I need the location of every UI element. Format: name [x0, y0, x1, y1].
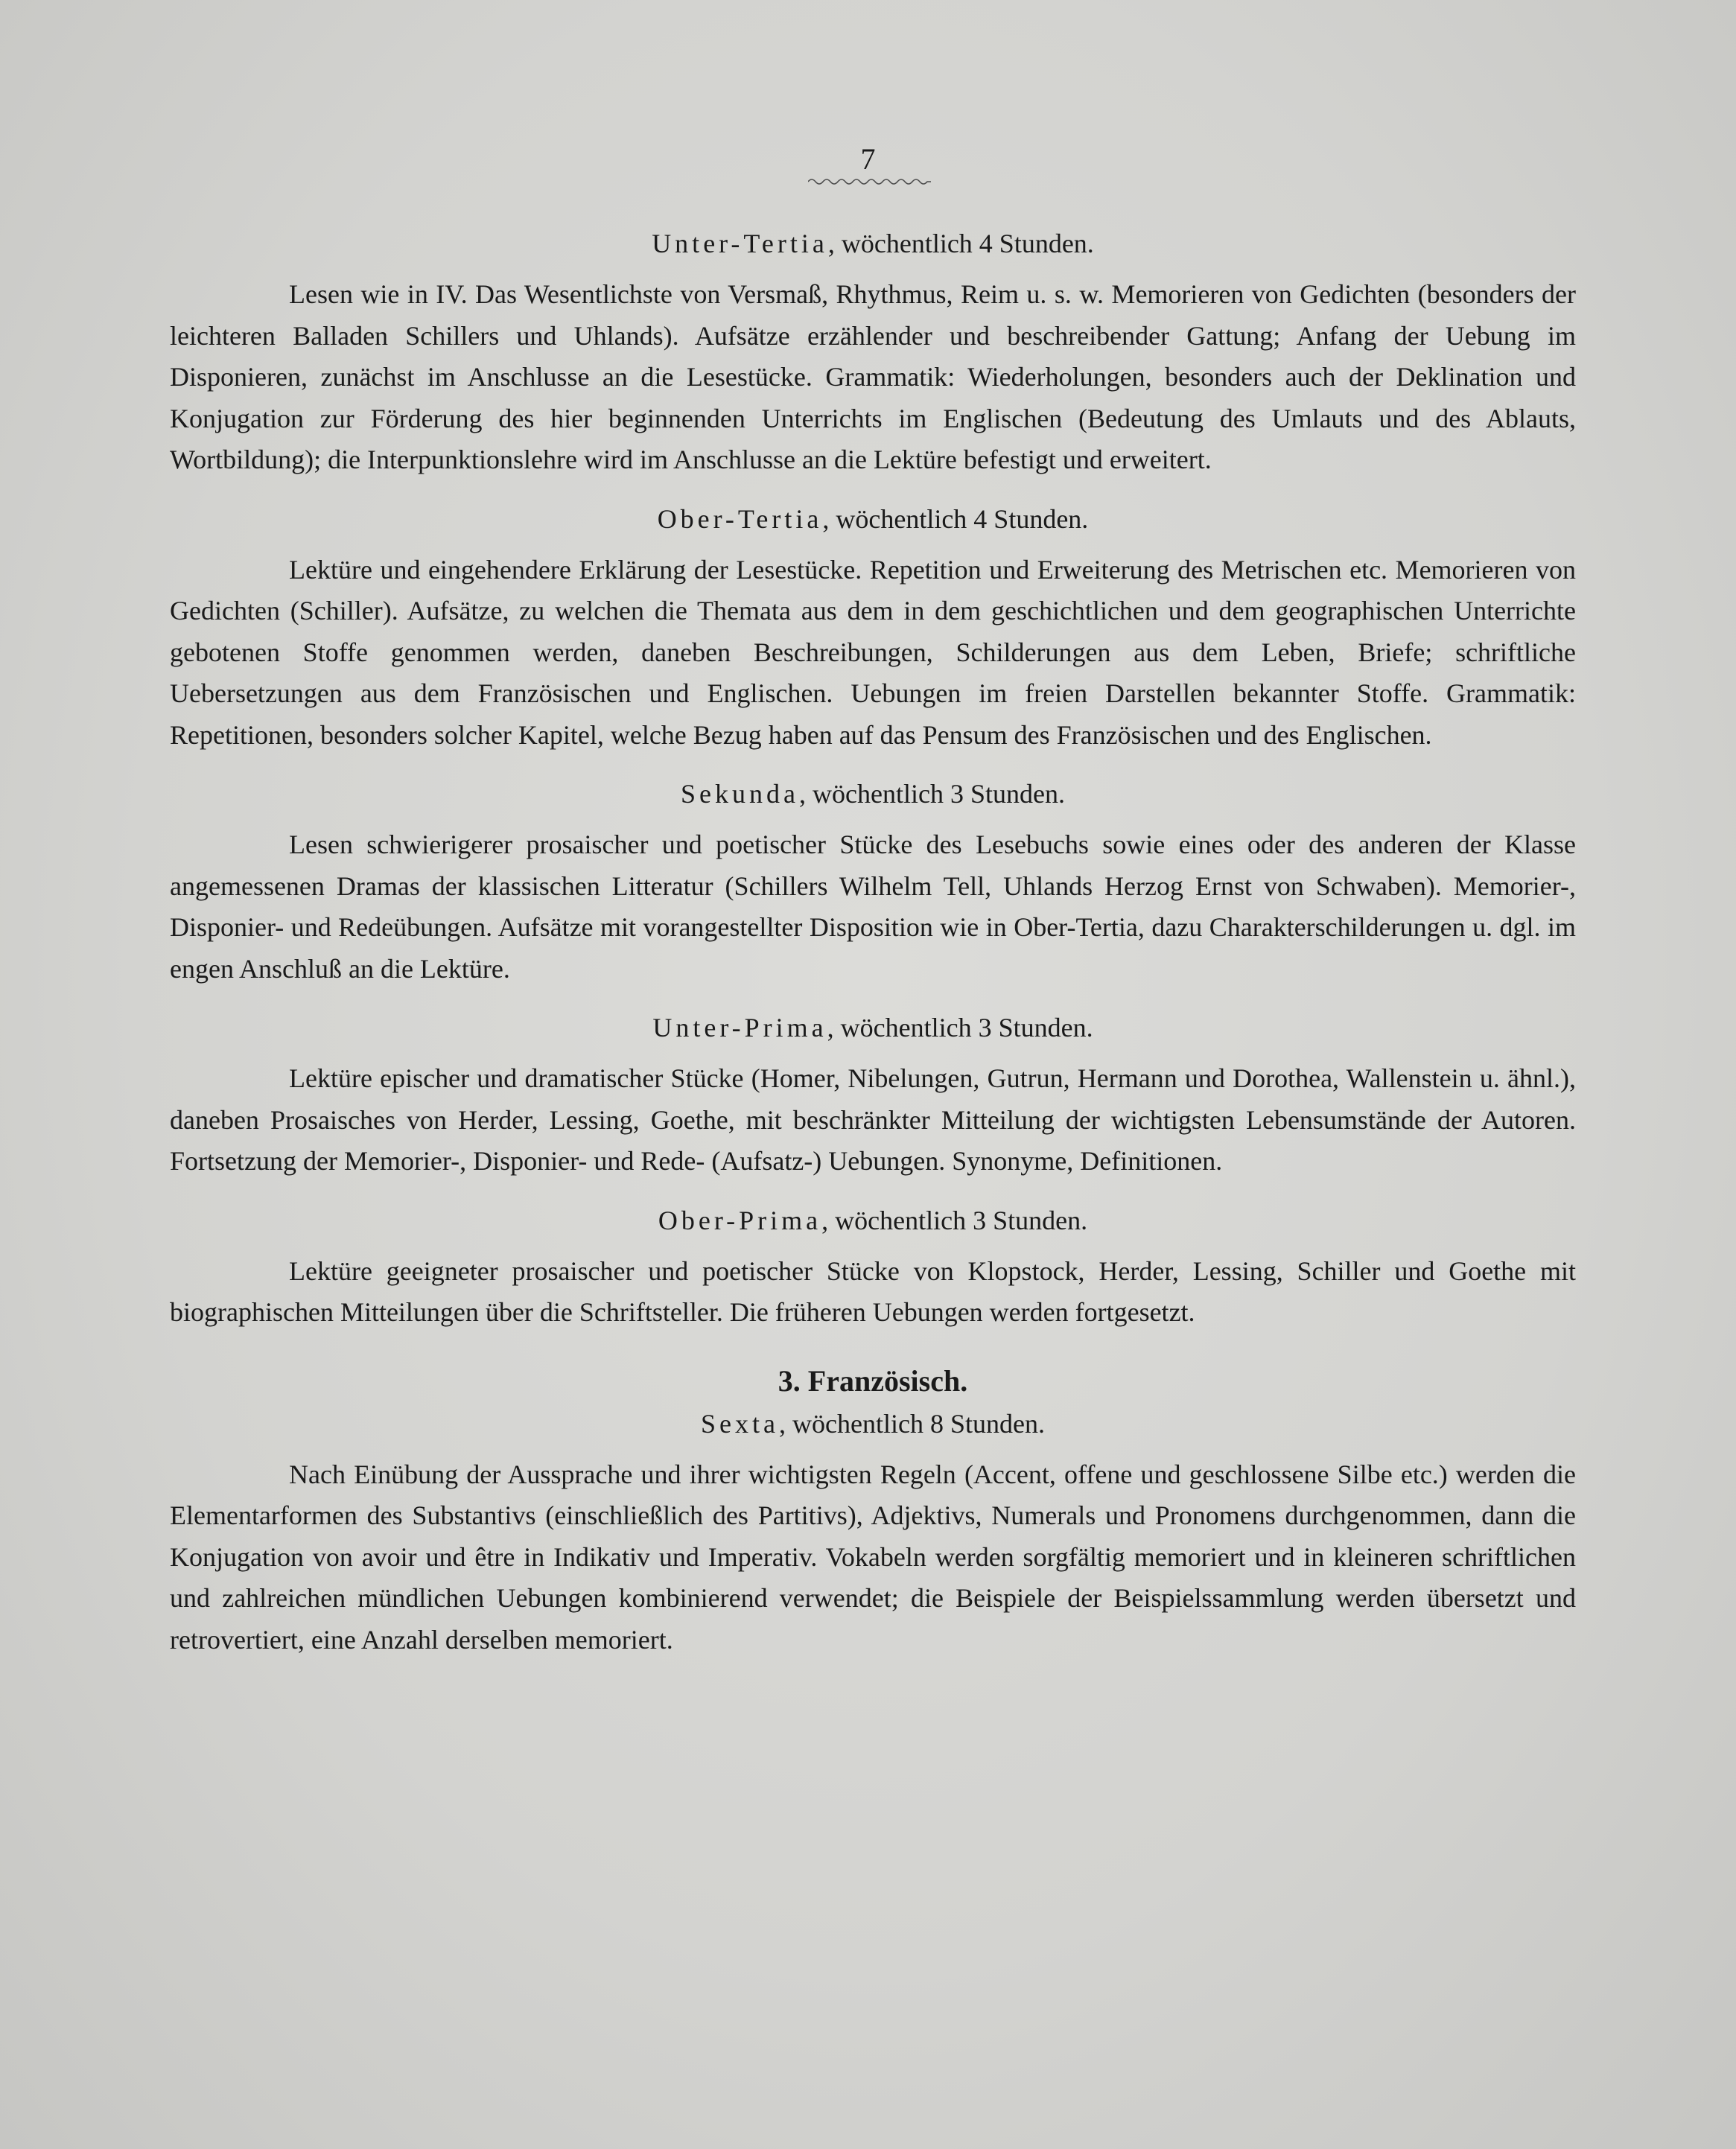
class-name: Ober-Tertia	[657, 503, 823, 534]
class-name: Unter-Prima	[652, 1013, 827, 1042]
page-number-container	[0, 141, 1736, 177]
hours-text: , wöchentlich 3 Stunden.	[799, 779, 1065, 809]
section-heading-ober-prima	[170, 1200, 1576, 1241]
class-name: Sexta	[701, 1408, 780, 1439]
hours-text: , wöchentlich 8 Stunden.	[779, 1408, 1045, 1439]
section-text-ober-prima: Lektüre geeigneter prosaischer und poetischer Stücke von Klopstock, Herder, Lessing, Schiller und Goethe mit biographischen Mitteilungen über die Schriftsteller. Die früheren Uebungen werden fortgesetzt.	[170, 1255, 1576, 1327]
page-content	[170, 223, 1576, 1678]
hours-text: , wöchentlich 4 Stunden.	[822, 503, 1089, 534]
page-number: 7	[860, 142, 876, 176]
section-heading-unter-prima	[170, 1007, 1576, 1048]
wavy-rule-ornament	[808, 177, 931, 186]
section-text-sekunda: Lesen schwierigerer prosaischer und poetischer Stücke des Lesebuchs sowie eines oder des anderen der Klasse angemessenen Dramas der klassischen Litteratur (Schillers Wilhelm Tell, Uhlands Herzog Ernst von Schwaben). Memorier-, Disponier- und Redeübungen. Aufsätze mit vorangestellter Disposition wie in Ober-Tertia, dazu Charakterschilderungen u. dgl. im engen Anschluß an die Lektüre.	[170, 830, 1576, 984]
hours-text: , wöchentlich 4 Stunden.	[827, 229, 1094, 258]
section-heading-unter-tertia	[170, 223, 1576, 264]
chapter-title: 3. Französisch.	[778, 1363, 968, 1398]
section-text-unter-prima: Lektüre epischer und dramatischer Stücke (Homer, Nibelungen, Gutrun, Hermann und Dorothea, Wallenstein u. ähnl.), daneben Prosaisches von Herder, Lessing, Goethe, mit beschränkter Mitteilung der wichtigsten Lebensumstände der Autoren. Fortsetzung der Memorier-, Disponier- und Rede- (Aufsatz-) Uebungen. Synonyme, Definitionen.	[170, 1063, 1576, 1176]
section-heading-ober-tertia	[170, 499, 1576, 539]
class-name: Unter-Tertia	[652, 229, 828, 258]
class-name: Ober-Prima	[658, 1205, 822, 1235]
section-text-ober-tertia: Lektüre und eingehendere Erklärung der Lesestücke. Repetition und Erweiterung des Metrischen etc. Memorieren von Gedichten (Schiller). Aufsätze, zu welchen die Themata aus dem in dem geschichtlichen und dem geographischen Unterrichte gebotenen Stoffe genommen werden, daneben Beschreibungen, Schilderungen aus dem Leben, Briefe; schriftliche Uebersetzungen aus dem Französischen und Englischen. Uebungen im freien Darstellen bekannter Stoffe. Grammatik: Repetitionen, besonders solcher Kapitel, welche Bezug haben auf das Pensum des Französischen und des Englischen.	[170, 554, 1576, 750]
section-heading-sexta	[170, 1404, 1576, 1444]
section-heading-sekunda	[170, 774, 1576, 814]
hours-text: , wöchentlich 3 Stunden.	[821, 1205, 1088, 1235]
section-text-sexta: Nach Einübung der Aussprache und ihrer wichtigsten Regeln (Accent, offene und geschlossene Silbe etc.) werden die Elementarformen des Substantivs (einschließlich des Partitivs), Adjektivs, Numerals und Pronomens durchgenommen, dann die Konjugation von avoir und être in Indikativ und Imperativ. Vokabeln werden sorgfältig memoriert und in kleineren schriftlichen und zahlreichen mündlichen Uebungen kombinierend verwendet; die Beispiele der Beispielssammlung werden übersetzt und retrovertiert, eine Anzahl derselben memoriert.	[170, 1459, 1576, 1655]
section-text-unter-tertia: Lesen wie in IV. Das Wesentlichste von Versmaß, Rhythmus, Reim u. s. w. Memorieren von Gedichten (besonders der leichteren Balladen Schillers und Uhlands). Aufsätze erzählender und beschreibender Gattung; Anfang der Uebung im Disponieren, zunächst im Anschlusse an die Lesestücke. Grammatik: Wiederholungen, besonders auch der Deklination und Konjugation zur Förderung des hier beginnenden Unterrichts im Englischen (Bedeutung des Umlauts und des Ablauts, Wortbildung); die Interpunktionslehre wird im Anschlusse an die Lektüre befestigt und erweitert.	[170, 279, 1576, 474]
class-name: Sekunda	[681, 779, 800, 809]
hours-text: , wöchentlich 3 Stunden.	[827, 1013, 1093, 1042]
